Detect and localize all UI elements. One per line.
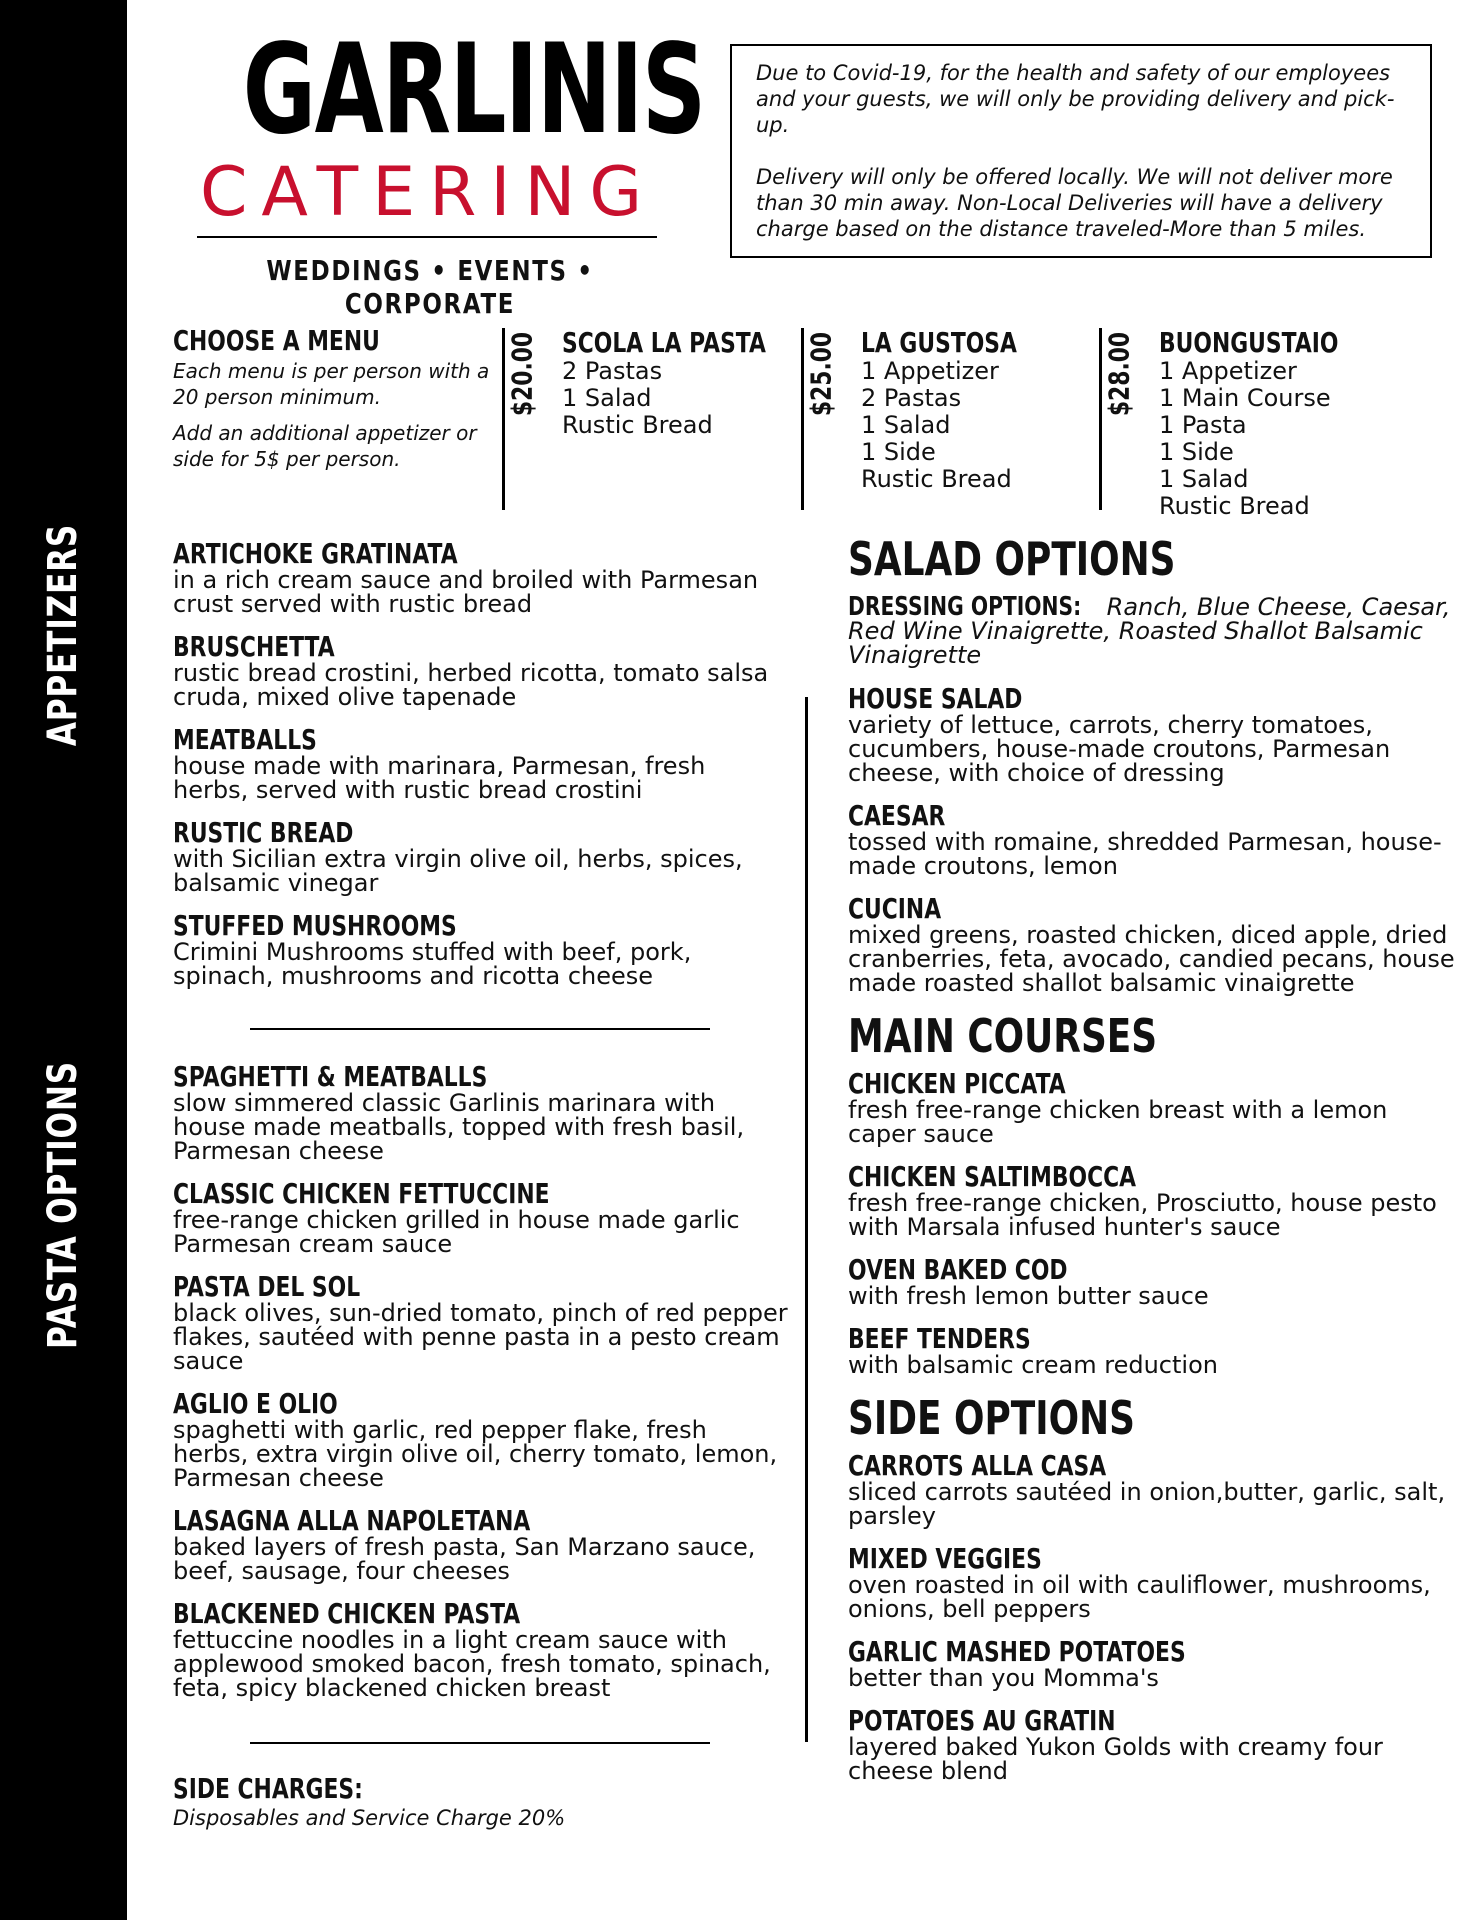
notice-paragraph-1: Due to Covid-19, for the health and safety of our employees and your guests, we will only be providing delivery and pick-up. xyxy=(756,61,1395,137)
item-name: BRUSCHETTA xyxy=(173,630,335,663)
item-description: fettuccine noodles in a light cream sauce with applewood smoked bacon, fresh tomato, spinach, feta, spicy blackened chicken breast xyxy=(173,1626,771,1702)
logo-divider xyxy=(197,236,657,238)
package-item: Rustic Bread xyxy=(562,411,713,439)
item-description: variety of lettuce, carrots, cherry tomatoes, cucumbers, house-made croutons, Parmesan cheese, with choice of dressing xyxy=(848,711,1391,787)
pasta-item xyxy=(173,1270,788,1375)
pasta-list xyxy=(173,1060,788,1717)
item-description: slow simmered classic Garlinis marinara with house made meatballs, topped with fresh basil, Parmesan cheese xyxy=(173,1089,745,1165)
item-description: house made with marinara, Parmesan, fresh herbs, served with rustic bread crostini xyxy=(173,752,706,804)
item-description: rustic bread crostini, herbed ricotta, tomato salsa cruda, mixed olive tapenade xyxy=(173,659,769,711)
item-name: PASTA DEL SOL xyxy=(173,1270,361,1303)
choose-menu-title: CHOOSE A MENU xyxy=(173,324,380,357)
item-name: BLACKENED CHICKEN PASTA xyxy=(173,1597,521,1630)
package-item: 1 Main Course xyxy=(1159,384,1331,412)
item-name: CUCINA xyxy=(848,892,942,925)
package-3: $28.00 BUONGUSTAIO 1 Appetizer 1 Main Course 1 Pasta 1 Side 1 Salad Rustic Bread xyxy=(1159,328,1389,520)
item-name: CARROTS ALLA CASA xyxy=(848,1449,1107,1482)
dressing-label: DRESSING OPTIONS: xyxy=(848,592,1082,622)
sidebar xyxy=(0,0,127,1920)
item-description: sliced carrots sautéed in onion,butter, garlic, salt, parsley xyxy=(848,1478,1446,1530)
appetizers-list xyxy=(173,537,773,1005)
item-name: LASAGNA ALLA NAPOLETANA xyxy=(173,1504,531,1537)
item-name: CHICKEN PICCATA xyxy=(848,1067,1066,1100)
item-description: fresh free-range chicken breast with a lemon caper sauce xyxy=(848,1096,1388,1148)
package-name: SCOLA LA PASTA xyxy=(562,326,766,359)
item-description: fresh free-range chicken, Prosciutto, house pesto with Marsala infused hunter's sauce xyxy=(848,1189,1437,1241)
item-description: tossed with romaine, shredded Parmesan, house-made croutons, lemon xyxy=(848,828,1442,880)
side-charges-text: Disposables and Service Charge 20% xyxy=(173,1806,566,1830)
item-description: better than you Momma's xyxy=(848,1664,1159,1692)
salad-options-title: SALAD OPTIONS xyxy=(848,532,1176,586)
item-name: RUSTIC BREAD xyxy=(173,816,354,849)
item-description: Crimini Mushrooms stuffed with beef, pork, spinach, mushrooms and ricotta cheese xyxy=(173,938,692,990)
item-description: with Sicilian extra virgin olive oil, herbs, spices, balsamic vinegar xyxy=(173,845,743,897)
choose-menu-line-2: Add an additional appetizer or side for 5$ per person. xyxy=(173,421,477,471)
column-divider xyxy=(805,697,808,1742)
package-name: BUONGUSTAIO xyxy=(1159,326,1339,359)
choose-menu xyxy=(173,326,493,482)
item-name: OVEN BAKED COD xyxy=(848,1253,1068,1286)
package-item: 2 Pastas xyxy=(861,384,962,412)
notice-paragraph-2: Delivery will only be offered locally. We will not deliver more than 30 min away. Non-Local Deliveries will have a delivery charge based on the distance traveled-More than 5 miles. xyxy=(756,165,1393,241)
package-item: Rustic Bread xyxy=(861,465,1012,493)
item-description: with fresh lemon butter sauce xyxy=(848,1282,1209,1310)
item-description: with balsamic cream reduction xyxy=(848,1351,1218,1379)
item-name: SPAGHETTI & MEATBALLS xyxy=(173,1060,488,1093)
appetizers-divider xyxy=(250,1028,710,1030)
item-name: GARLIC MASHED POTATOES xyxy=(848,1635,1186,1668)
package-item: Rustic Bread xyxy=(1159,492,1310,520)
side-charges xyxy=(173,1774,733,1832)
package-item: 1 Side xyxy=(1159,438,1234,466)
side-item xyxy=(848,1542,1458,1623)
pasta-item xyxy=(173,1177,788,1258)
appetizer-item xyxy=(173,723,773,804)
side-charges-title: SIDE CHARGES: xyxy=(173,1772,363,1805)
appetizer-item xyxy=(173,909,773,990)
item-description: layered baked Yukon Golds with creamy four cheese blend xyxy=(848,1733,1383,1785)
item-name: CHICKEN SALTIMBOCCA xyxy=(848,1160,1137,1193)
package-1: $20.00 SCOLA LA PASTA 2 Pastas 1 Salad Rustic Bread xyxy=(562,328,823,439)
main-item xyxy=(848,1160,1458,1241)
item-name: MEATBALLS xyxy=(173,723,317,756)
item-name: MIXED VEGGIES xyxy=(848,1542,1042,1575)
pasta-side-label: PASTA OPTIONS xyxy=(40,1060,86,1350)
pasta-divider xyxy=(250,1742,710,1744)
main-item xyxy=(848,1067,1458,1148)
item-name: BEEF TENDERS xyxy=(848,1322,1031,1355)
salad-item xyxy=(848,892,1458,997)
appetizers-side-label: APPETIZERS xyxy=(40,523,86,747)
main-item xyxy=(848,1253,1458,1310)
pasta-item xyxy=(173,1504,788,1585)
brand-name: GARLINIS xyxy=(242,18,705,162)
side-options-title: SIDE OPTIONS xyxy=(848,1391,1135,1445)
side-item xyxy=(848,1449,1458,1530)
item-name: HOUSE SALAD xyxy=(848,682,1023,715)
item-description: in a rich cream sauce and broiled with Parmesan crust served with rustic bread xyxy=(173,566,759,618)
right-column xyxy=(848,532,1458,1800)
package-item: 1 Salad xyxy=(562,384,652,412)
brand-tagline: WEDDINGS • EVENTS • CORPORATE xyxy=(266,254,594,320)
package-item: 1 Appetizer xyxy=(1159,357,1297,385)
item-name: ARTICHOKE GRATINATA xyxy=(173,537,458,570)
item-name: POTATOES AU GRATIN xyxy=(848,1704,1116,1737)
item-description: baked layers of fresh pasta, San Marzano sauce, beef, sausage, four cheeses xyxy=(173,1533,756,1585)
main-courses-title: MAIN COURSES xyxy=(848,1009,1158,1063)
appetizer-item xyxy=(173,630,773,711)
pasta-item xyxy=(173,1387,788,1492)
package-item: 1 Appetizer xyxy=(861,357,999,385)
appetizer-item xyxy=(173,537,773,618)
package-item: 1 Salad xyxy=(1159,465,1249,493)
main-item xyxy=(848,1322,1458,1379)
side-item xyxy=(848,1635,1458,1692)
choose-menu-line-1: Each menu is per person with a 20 person minimum. xyxy=(173,359,490,409)
item-description: oven roasted in oil with cauliflower, mushrooms, onions, bell peppers xyxy=(848,1571,1431,1623)
item-description: free-range chicken grilled in house made garlic Parmesan cream sauce xyxy=(173,1206,740,1258)
item-name: CAESAR xyxy=(848,799,946,832)
dressing-text: Ranch, Blue Cheese, Caesar, Red Wine Vinaigrette, Roasted Shallot Balsamic Vinaigrette xyxy=(848,593,1451,669)
brand-sub: CATERING xyxy=(199,153,657,232)
package-item: 1 Pasta xyxy=(1159,411,1247,439)
salad-item xyxy=(848,799,1458,880)
item-name: STUFFED MUSHROOMS xyxy=(173,909,457,942)
package-item: 1 Side xyxy=(861,438,936,466)
pasta-item xyxy=(173,1060,788,1165)
covid-notice xyxy=(730,44,1432,258)
pasta-item xyxy=(173,1597,788,1702)
item-description: black olives, sun-dried tomato, pinch of red pepper flakes, sautéed with penne pasta in a pesto cream sauce xyxy=(173,1299,788,1375)
item-name: AGLIO E OLIO xyxy=(173,1387,338,1420)
package-item: 2 Pastas xyxy=(562,357,663,385)
package-2: $25.00 LA GUSTOSA 1 Appetizer 2 Pastas 1 Salad 1 Side Rustic Bread xyxy=(861,328,1061,493)
appetizer-item xyxy=(173,816,773,897)
package-item: 1 Salad xyxy=(861,411,951,439)
salad-item xyxy=(848,682,1458,787)
item-description: spaghetti with garlic, red pepper flake, fresh herbs, extra virgin olive oil, cherry tomato, lemon, Parmesan cheese xyxy=(173,1416,778,1492)
side-item xyxy=(848,1704,1458,1785)
package-name: LA GUSTOSA xyxy=(861,326,1017,359)
item-name: CLASSIC CHICKEN FETTUCCINE xyxy=(173,1177,550,1210)
item-description: mixed greens, roasted chicken, diced apple, dried cranberries, feta, avocado, candied pecans, house made roasted shallot balsamic vinaigrette xyxy=(848,921,1455,997)
dressing-options xyxy=(848,592,1458,669)
